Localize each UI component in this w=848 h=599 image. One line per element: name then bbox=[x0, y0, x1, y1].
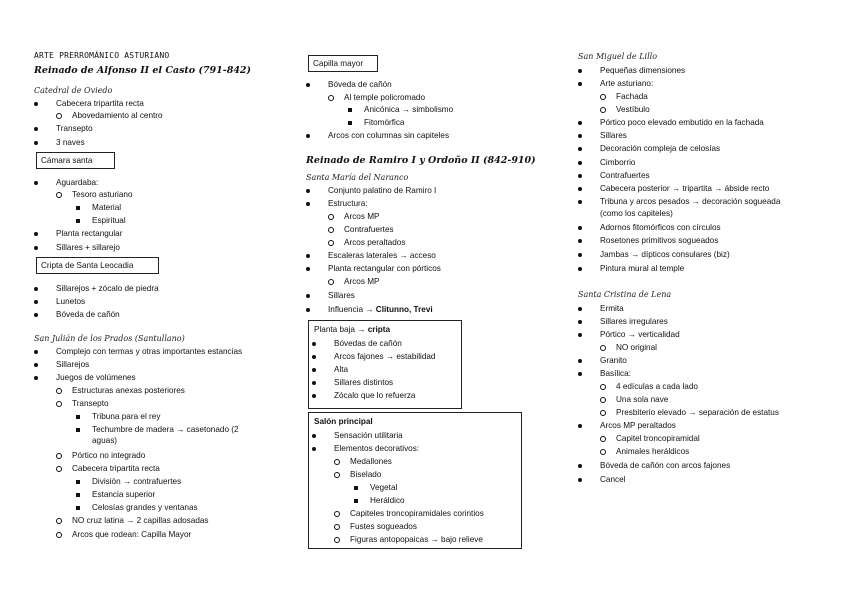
bullet-icon bbox=[34, 376, 38, 380]
section-title-lena: Santa Cristina de Lena bbox=[578, 290, 672, 299]
bullet-icon bbox=[306, 202, 310, 206]
bullet-icon bbox=[34, 141, 38, 145]
square-bullet-icon bbox=[354, 499, 358, 503]
bullet-icon bbox=[34, 313, 38, 317]
bullet-icon bbox=[578, 82, 582, 86]
reign-heading-alfonso: Reinado de Alfonso II el Casto (791-842) bbox=[34, 65, 252, 76]
square-bullet-icon bbox=[76, 428, 80, 432]
circle-bullet-icon bbox=[600, 397, 606, 403]
bullet-icon bbox=[306, 267, 310, 271]
bullet-icon bbox=[312, 394, 316, 398]
square-bullet-icon bbox=[348, 121, 352, 125]
square-bullet-icon bbox=[76, 206, 80, 210]
bullet-icon bbox=[34, 287, 38, 291]
bullet-icon bbox=[312, 355, 316, 359]
bullet-icon bbox=[578, 478, 582, 482]
circle-bullet-icon bbox=[56, 466, 62, 472]
bullet-icon bbox=[306, 294, 310, 298]
square-bullet-icon bbox=[354, 486, 358, 490]
bullet-icon bbox=[312, 368, 316, 372]
circle-bullet-icon bbox=[56, 518, 62, 524]
bullet-icon bbox=[578, 161, 582, 165]
bullet-icon bbox=[34, 232, 38, 236]
bullet-icon bbox=[578, 226, 582, 230]
section-title-catedral: Catedral de Oviedo bbox=[34, 86, 113, 95]
circle-bullet-icon bbox=[334, 511, 340, 517]
bullet-icon bbox=[34, 102, 38, 106]
bullet-icon bbox=[312, 434, 316, 438]
bullet-icon bbox=[34, 300, 38, 304]
bullet-icon bbox=[306, 254, 310, 258]
square-bullet-icon bbox=[76, 493, 80, 497]
circle-bullet-icon bbox=[600, 345, 606, 351]
circle-bullet-icon bbox=[334, 537, 340, 543]
main-title: ARTE PRERROMÁNICO ASTURIANO bbox=[34, 51, 170, 60]
circle-bullet-icon bbox=[600, 384, 606, 390]
bullet-icon bbox=[34, 127, 38, 131]
bullet-icon bbox=[306, 134, 310, 138]
square-bullet-icon bbox=[76, 219, 80, 223]
bullet-icon bbox=[312, 381, 316, 385]
bullet-icon bbox=[578, 359, 582, 363]
bullet-icon bbox=[578, 333, 582, 337]
square-bullet-icon bbox=[76, 480, 80, 484]
circle-bullet-icon bbox=[56, 113, 62, 119]
circle-bullet-icon bbox=[334, 524, 340, 530]
circle-bullet-icon bbox=[56, 192, 62, 198]
circle-bullet-icon bbox=[600, 449, 606, 455]
square-bullet-icon bbox=[76, 506, 80, 510]
bullet-icon bbox=[578, 69, 582, 73]
bullet-icon bbox=[312, 342, 316, 346]
section-title-lillo: San Miguel de Lillo bbox=[578, 52, 658, 61]
bullet-icon bbox=[578, 424, 582, 428]
box-cripta-santa-leocadia: Cripta de Santa Leocadia bbox=[36, 257, 159, 274]
square-bullet-icon bbox=[76, 415, 80, 419]
bullet-icon bbox=[578, 174, 582, 178]
box-label-planta-baja: Planta baja → cripta bbox=[314, 325, 391, 334]
circle-bullet-icon bbox=[328, 240, 334, 246]
circle-bullet-icon bbox=[600, 94, 606, 100]
bullet-icon bbox=[578, 187, 582, 191]
circle-bullet-icon bbox=[56, 453, 62, 459]
reign-heading-ramiro: Reinado de Ramiro I y Ordoño II (842-910) bbox=[306, 155, 536, 166]
bullet-icon bbox=[306, 189, 310, 193]
bullet-icon bbox=[578, 147, 582, 151]
box-label-salon-principal: Salón principal bbox=[314, 417, 373, 426]
bullet-icon bbox=[312, 447, 316, 451]
bullet-icon bbox=[578, 239, 582, 243]
bullet-icon bbox=[578, 121, 582, 125]
square-bullet-icon bbox=[348, 108, 352, 112]
bullet-icon bbox=[578, 134, 582, 138]
circle-bullet-icon bbox=[328, 95, 334, 101]
circle-bullet-icon bbox=[334, 472, 340, 478]
section-title-julian: San Julián de los Prados (Santullano) bbox=[34, 334, 185, 343]
bullet-icon bbox=[34, 363, 38, 367]
circle-bullet-icon bbox=[600, 410, 606, 416]
circle-bullet-icon bbox=[56, 388, 62, 394]
circle-bullet-icon bbox=[56, 532, 62, 538]
circle-bullet-icon bbox=[328, 214, 334, 220]
bullet-icon bbox=[578, 267, 582, 271]
circle-bullet-icon bbox=[328, 227, 334, 233]
bullet-icon bbox=[34, 350, 38, 354]
bullet-icon bbox=[578, 464, 582, 468]
bullet-icon bbox=[34, 181, 38, 185]
bullet-icon bbox=[578, 307, 582, 311]
bullet-icon bbox=[306, 83, 310, 87]
circle-bullet-icon bbox=[56, 401, 62, 407]
bullet-icon bbox=[578, 320, 582, 324]
bullet-icon bbox=[306, 308, 310, 312]
box-camara-santa: Cámara santa bbox=[36, 152, 115, 169]
circle-bullet-icon bbox=[600, 107, 606, 113]
bullet-icon bbox=[578, 253, 582, 257]
bullet-icon bbox=[34, 246, 38, 250]
circle-bullet-icon bbox=[334, 459, 340, 465]
circle-bullet-icon bbox=[328, 279, 334, 285]
section-title-naranco: Santa María del Naranco bbox=[306, 173, 409, 182]
circle-bullet-icon bbox=[600, 436, 606, 442]
bullet-icon bbox=[578, 372, 582, 376]
bullet-icon bbox=[578, 200, 582, 204]
box-capilla-mayor: Capilla mayor bbox=[308, 55, 378, 72]
